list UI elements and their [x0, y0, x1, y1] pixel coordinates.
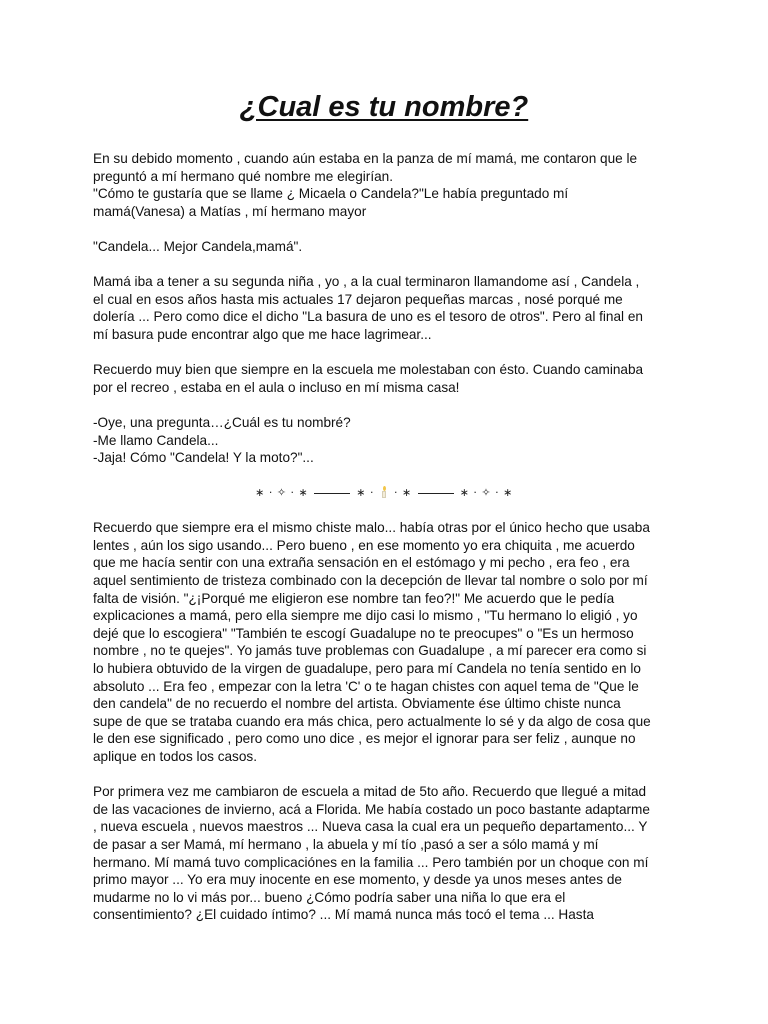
paragraph: Mamá iba a tener a su segunda niña , yo , a la cual terminaron llamandome así , Candela , el cual en esos años hasta mis actuales 17 dejaron pequeñas marcas , nosé porqué me dolería ... Pero como dice el dicho "La basura de uno es el tesoro de otros". Pero al final en mí basura pude encontrar algo que me hace lagrimear... — [93, 274, 643, 342]
divider-line — [418, 493, 454, 494]
candle-icon — [381, 486, 387, 498]
divider-line — [314, 493, 350, 494]
paragraph: Por primera vez me cambiaron de escuela a mitad de 5to año. Recuerdo que llegué a mitad de las vacaciones de invierno, acá a Florida. Me había costado un poco bastante adaptarme , nueva escuela , nuevos maestros ... Nueva casa la cual era un pequeño departamento... Y de pasar a ser Mamá, mí hermano , la abuela y mí tío ,pasó a ser a sólo mamá y mí hermano. Mí mamá tuvo complicaciónes en la familia ... Pero también por un choque con mí primo mayor ... Yo era muy inocente en ese momento, y desde ya unos meses antes de mudarme no lo vi más por... bueno ¿Cómo podría saber una niña lo que era el consentimiento? ¿El cuidado íntimo? ... Mí mamá nunca más tocó el tema ... Hasta — [93, 784, 650, 923]
paragraph: -Oye, una pregunta…¿Cuál es tu nombré? -Me llamo Candela... -Jaja! Cómo "Candela! Y la moto?"... — [93, 414, 351, 466]
paragraph: "Candela... Mejor Candela,mamá". — [93, 238, 303, 254]
paragraph: En su debido momento , cuando aún estaba en la panza de mí mamá, me contaron que le preguntó a mí hermano qué nombre me elegirían. "Cómo te gustaría que se llame ¿ Micaela o Candela?"Le había preguntado mí mamá(Vanesa) a Matías , mí hermano mayor — [93, 151, 638, 219]
divider-ornament-left: ∗ · ✧ · ∗ — [255, 486, 309, 500]
divider-ornament-mid-right: · ∗ — [394, 486, 412, 500]
page-title: ¿Cual es tu nombre? — [239, 91, 529, 123]
document-body — [93, 150, 675, 924]
section-divider — [93, 484, 675, 502]
paragraph: Recuerdo muy bien que siempre en la escuela me molestaban con ésto. Cuando caminaba por el recreo , estaba en el aula o incluso en mí misma casa! — [93, 362, 644, 395]
divider-ornament-mid-left: ∗ · — [356, 486, 374, 500]
paragraph: Recuerdo que siempre era el mismo chiste malo... había otras por el único hecho que usaba lentes , aún los sigo usando... Pero bueno , en ese momento yo era chiquita , me acuerdo que me hacía sentir con una extraña sensación en el estómago y mi pecho , era feo , era aquel sentimiento de tristeza combinado con la decepción de llevar tal nombre o solo por mí falta de visión. "¿¡Porqué me eligieron ese nombre tan feo?!" Me acuerdo que le pedía explicaciones a mamá, pero ella siempre me dijo casi lo mismo , "Tu hermano lo eligió , yo dejé que lo escogiera" "También te escogí Guadalupe no te preocupes" o "Es un hermoso nombre , no te quejes". Yo jamás tuve problemas con Guadalupe , a mí parecer era como si lo hubiera obtuvido de la virgen de guadalupe, pero para mí Candela no tenía sentido en lo absoluto ... Era feo , empezar con la letra 'C' o te hagan chistes con aquel tema de "Que le den candela" de no recuerdo el nombre del artista. Obviamente ése último chiste nunca supe de que se trataba cuando era más chica, pero actualmente lo sé y da algo de cosa que le den ese significado , pero como uno dice , es mejor el ignorar para ser feliz , aunque no aplique en todos los casos. — [93, 520, 651, 764]
divider-ornament-right: ∗ · ✧ · ∗ — [459, 486, 513, 500]
